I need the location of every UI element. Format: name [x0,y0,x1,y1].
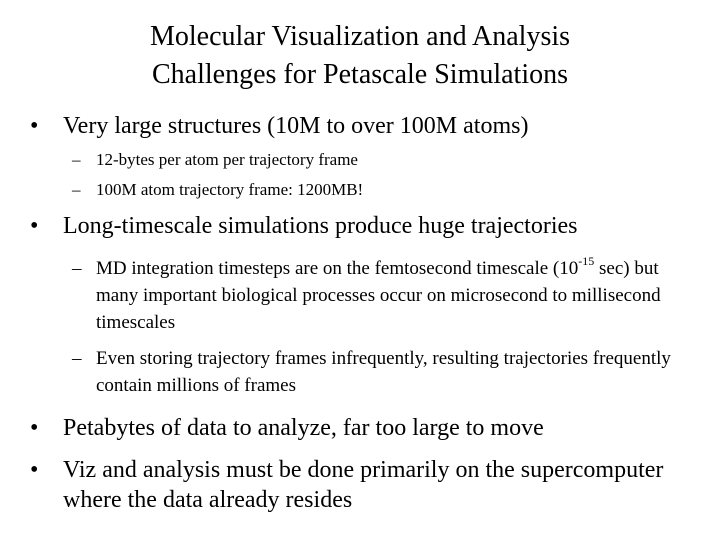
bullet-marker: • [30,113,39,139]
bullet-1-text: Very large structures (10M to over 100M atoms) [63,113,529,139]
bullet-marker: • [30,213,39,239]
sub-bullet-1-1 [72,148,692,172]
title-line-1: Molecular Visualization and Analysis [149,21,571,52]
bullet-3 [30,413,690,443]
sub-bullet-1-1-text: 12-bytes per atom per trajectory frame [96,150,358,169]
bullet-2-text: Long-timescale simulations produce huge trajectories [63,213,578,239]
dash-marker: – [72,348,82,369]
bullet-4-text: Viz and analysis must be done primarily on the supercomputer where the data already resides [63,457,664,513]
bullet-marker: • [30,415,39,441]
bullet-3-text: Petabytes of data to analyze, far too large to move [63,415,544,441]
dash-marker: – [72,258,82,279]
sub-bullet-1-2-text: 100M atom trajectory frame: 1200MB! [96,180,364,199]
dash-marker: – [72,180,81,199]
sub-bullet-2-2 [72,345,692,399]
sub-bullet-2-2-text: Even storing trajectory frames infrequently, resulting trajectories frequently contain millions of frames [96,348,671,396]
bullet-4 [30,455,690,515]
slide-title [0,18,720,94]
text-segment: MD integration timesteps are on the femtosecond timescale (10 [96,258,579,279]
sub-bullet-2-1-text [96,255,692,336]
bullet-1 [30,111,690,141]
dash-marker: – [72,150,81,169]
bullet-marker: • [30,457,39,483]
bullet-2 [30,211,690,241]
sub-bullet-1-2 [72,178,692,202]
title-line-2: Challenges for Petascale Simulations [151,59,569,90]
sub-bullet-2-1 [72,255,692,336]
text-segment: sec) but many important biological processes occur on microsecond to millisecond timescales [96,258,661,333]
exponent: -15 [578,253,595,268]
